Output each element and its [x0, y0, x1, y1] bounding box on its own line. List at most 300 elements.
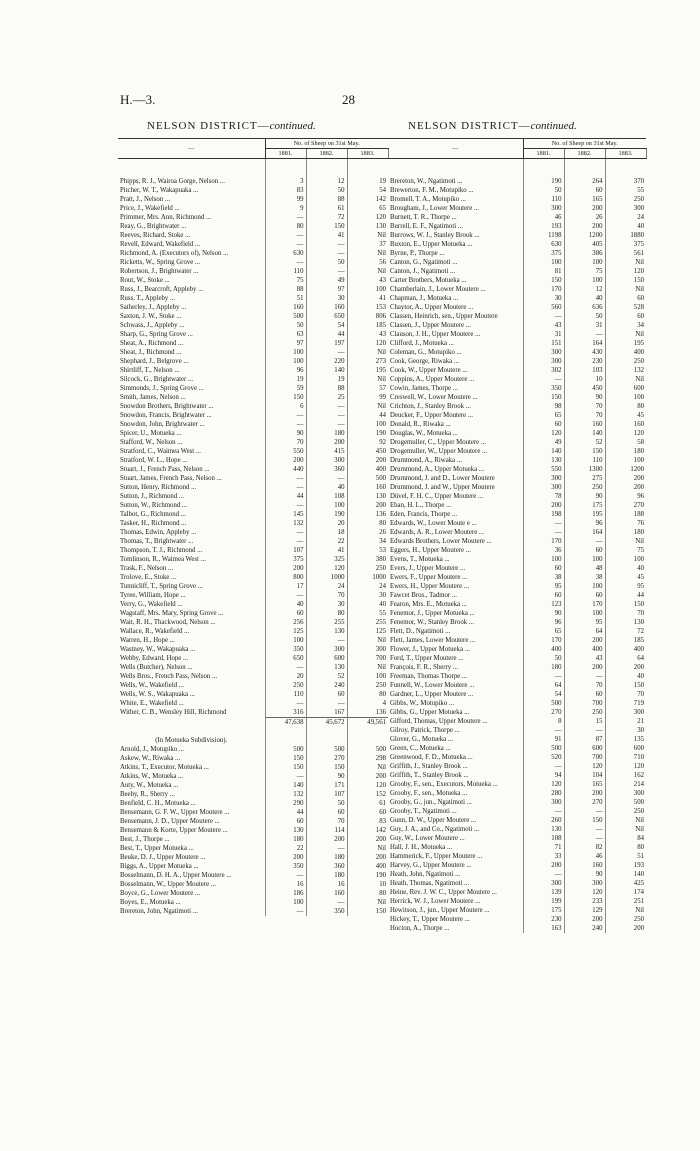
- owner-cell: Wells Bros., French Pass, Nelson ...: [120, 673, 218, 680]
- sheep-count-cell: 50: [306, 258, 347, 267]
- sheep-count-cell: 10: [347, 880, 388, 889]
- owner-cell: Flower, J., Upper Motueka ...: [390, 646, 470, 653]
- sheep-count-cell: 250: [347, 681, 388, 690]
- sheep-count-cell: —: [265, 591, 306, 600]
- sheep-count-cell: 193: [605, 861, 646, 870]
- table-row: [388, 870, 646, 879]
- sheep-count-cell: 160: [564, 420, 605, 429]
- sheep-count-cell: 300: [306, 645, 347, 654]
- sheep-count-cell: 103: [564, 366, 605, 375]
- sheep-count-cell: 40: [605, 222, 646, 231]
- sheep-count-cell: 163: [523, 924, 564, 933]
- table-row: [388, 924, 646, 933]
- sheep-count-cell: 20: [265, 672, 306, 681]
- owner-cell: Snowdon, Francis, Brightwater ...: [120, 412, 212, 419]
- owner-cell: Arnold, J., Motupiko ...: [120, 746, 185, 753]
- owner-cell: Snowdon Brothers, Brightwater ...: [120, 403, 214, 410]
- sheep-count-cell: 185: [605, 636, 646, 645]
- sheep-count-cell: 52: [306, 672, 347, 681]
- owner-cell: Shirtliff, T., Nelson ...: [120, 367, 180, 374]
- sheep-count-cell: Nil: [605, 330, 646, 339]
- owner-cell: Satherley, J., Appleby ...: [120, 304, 187, 311]
- sheep-count-cell: —: [265, 537, 306, 546]
- table-row: [118, 447, 388, 456]
- table-row: [118, 492, 388, 501]
- sheep-count-cell: 40: [306, 483, 347, 492]
- sheep-count-cell: 120: [347, 213, 388, 222]
- sheep-count-cell: —: [306, 699, 347, 708]
- sheep-count-cell: 325: [306, 555, 347, 564]
- owner-cell: Atkins, T., Executor, Motueka ...: [120, 764, 209, 771]
- table-row: [388, 654, 646, 663]
- sheep-count-cell: 107: [306, 790, 347, 799]
- sheep-count-cell: 52: [564, 438, 605, 447]
- sheep-count-cell: 140: [605, 870, 646, 879]
- sheep-count-cell: 250: [564, 708, 605, 717]
- sheep-count-cell: 33: [523, 852, 564, 861]
- sheep-count-cell: 50: [523, 654, 564, 663]
- sheep-count-cell: —: [265, 907, 306, 916]
- sheep-count-cell: 50: [564, 312, 605, 321]
- table-row: [118, 745, 388, 754]
- sheep-count-cell: 41: [347, 294, 388, 303]
- sheep-count-cell: 16: [306, 880, 347, 889]
- sheep-count-cell: 100: [564, 609, 605, 618]
- table-row: [118, 348, 388, 357]
- total-cell: 45,672: [306, 718, 347, 728]
- sheep-count-cell: 80: [306, 609, 347, 618]
- spacer-row: [118, 159, 388, 169]
- owner-cell: Bosselmann, D. H. A., Upper Moutere ...: [120, 872, 232, 879]
- table-row: [118, 681, 388, 690]
- table-row: [388, 195, 646, 204]
- owner-cell: Ewers, H., Upper Moutere ...: [390, 583, 469, 590]
- table-row: [118, 654, 388, 663]
- sheep-count-cell: 125: [265, 627, 306, 636]
- sheep-count-cell: 175: [523, 906, 564, 915]
- sheep-count-cell: 64: [605, 654, 646, 663]
- owner-cell: Sutton, J., Richmond ...: [120, 493, 185, 500]
- sheep-count-cell: 84: [605, 834, 646, 843]
- sheep-count-cell: 60: [523, 564, 564, 573]
- sheep-count-cell: 70: [306, 817, 347, 826]
- sheep-count-cell: 21: [605, 717, 646, 726]
- sheep-count-cell: 61: [347, 799, 388, 808]
- table-row: [118, 186, 388, 195]
- owner-cell: Edwards, W., Lower Moute e ...: [390, 520, 477, 527]
- sheep-count-cell: 160: [306, 303, 347, 312]
- sheep-count-cell: —: [265, 483, 306, 492]
- table-row: [118, 907, 388, 916]
- table-row: [118, 600, 388, 609]
- sheep-count-cell: 51: [605, 852, 646, 861]
- sheep-count-cell: 214: [605, 780, 646, 789]
- table-row: [118, 267, 388, 276]
- sheep-count-cell: 230: [523, 915, 564, 924]
- sheep-count-cell: 100: [265, 357, 306, 366]
- sheep-count-cell: 500: [605, 798, 646, 807]
- sheep-count-cell: 270: [523, 708, 564, 717]
- sheep-count-cell: 200: [523, 501, 564, 510]
- sheep-count-cell: 91: [523, 735, 564, 744]
- sheep-count-cell: 30: [306, 600, 347, 609]
- sheep-count-cell: 80: [347, 889, 388, 898]
- sheep-count-cell: 175: [564, 501, 605, 510]
- sheep-count-cell: 96: [605, 492, 646, 501]
- sheep-count-cell: 60: [564, 690, 605, 699]
- owner-cell: Douglas, W., Motueka ...: [390, 430, 458, 437]
- table-row: [388, 177, 646, 186]
- owner-cell: Wagstaff, Mrs. Mary, Spring Grove ...: [120, 610, 224, 617]
- sheep-count-cell: 180: [306, 429, 347, 438]
- sheep-count-cell: 195: [564, 510, 605, 519]
- table-row: [118, 474, 388, 483]
- sheep-count-cell: Nil: [347, 636, 388, 645]
- owner-cell: Gunn, D. W., Upper Moutere ...: [390, 817, 477, 824]
- table-row: [118, 844, 388, 853]
- sheep-count-cell: 151: [523, 339, 564, 348]
- sheep-count-cell: 82: [564, 843, 605, 852]
- sheep-count-cell: Nil: [605, 375, 646, 384]
- sheep-count-cell: 560: [523, 303, 564, 312]
- table-row: [388, 393, 646, 402]
- sheep-count-cell: 99: [347, 393, 388, 402]
- table-row: [388, 519, 646, 528]
- sheep-count-cell: 50: [523, 186, 564, 195]
- table-row: [388, 807, 646, 816]
- sheep-count-cell: 160: [265, 303, 306, 312]
- sheep-count-cell: 250: [564, 483, 605, 492]
- sheep-count-cell: 360: [306, 465, 347, 474]
- sheep-count-cell: 100: [564, 555, 605, 564]
- sheep-count-cell: —: [523, 519, 564, 528]
- sheep-count-cell: 75: [265, 276, 306, 285]
- sheep-count-cell: 600: [605, 744, 646, 753]
- sheep-count-cell: 22: [265, 844, 306, 853]
- table-row: [388, 609, 646, 618]
- owner-cell: Ricketts, W., Spring Grove ...: [120, 259, 201, 266]
- table-row: [388, 537, 646, 546]
- sheep-count-cell: 160: [564, 861, 605, 870]
- table-row: [118, 312, 388, 321]
- sheep-count-cell: 150: [265, 754, 306, 763]
- sheep-count-cell: 164: [564, 528, 605, 537]
- sheep-count-cell: Nil: [605, 825, 646, 834]
- owner-cell: Burnett, T. R., Thorpe ...: [390, 214, 457, 221]
- table-row: [118, 808, 388, 817]
- table-row: [388, 429, 646, 438]
- table-row: [118, 420, 388, 429]
- sheep-count-cell: 350: [523, 384, 564, 393]
- owner-cell: Rout, W., Stoke ...: [120, 277, 170, 284]
- table-row: [118, 754, 388, 763]
- owner-cell: Drummond, J. and W., Upper Moutere: [390, 484, 495, 491]
- sheep-count-cell: 630: [265, 249, 306, 258]
- owner-cell: Wells (Butcher), Nelson ...: [120, 664, 193, 671]
- sheep-count-cell: 3: [265, 177, 306, 186]
- owner-cell: Drummond, J. and D., Lower Moutere: [390, 475, 495, 482]
- sheep-count-cell: 50: [265, 321, 306, 330]
- owner-cell: Burrell, E. F., Ngatimoti ...: [390, 223, 463, 230]
- sheep-count-cell: —: [265, 213, 306, 222]
- sheep-count-cell: 120: [347, 781, 388, 790]
- sheep-count-cell: 110: [523, 195, 564, 204]
- sheep-count-cell: Nil: [605, 906, 646, 915]
- table-row: [388, 375, 646, 384]
- sheep-count-cell: 80: [605, 843, 646, 852]
- sheep-count-cell: 65: [523, 627, 564, 636]
- sheep-count-cell: 22: [306, 537, 347, 546]
- owner-cell: Price, J., Wakefield ...: [120, 205, 180, 212]
- owner-cell: Düvel, F. H. C., Upper Moutere ...: [390, 493, 484, 500]
- owner-cell: Auty, W., Motueka ...: [120, 782, 179, 789]
- sheep-count-cell: 80: [347, 519, 388, 528]
- table-row: [118, 501, 388, 510]
- owner-cell: Hewitson, J., jun., Upper Moutere ...: [390, 907, 490, 914]
- sheep-count-cell: 636: [564, 303, 605, 312]
- sheep-count-cell: 90: [564, 870, 605, 879]
- owner-cell: Canton, G., Ngatimoti ...: [390, 259, 458, 266]
- sheep-count-cell: Nil: [347, 375, 388, 384]
- sheep-count-cell: 20: [306, 519, 347, 528]
- sheep-count-cell: 380: [347, 555, 388, 564]
- table-row: [388, 483, 646, 492]
- sheep-count-cell: 61: [306, 204, 347, 213]
- table-row: [118, 763, 388, 772]
- sheep-count-cell: 132: [265, 519, 306, 528]
- sheep-count-cell: 500: [265, 312, 306, 321]
- table-row: [388, 276, 646, 285]
- sheep-count-cell: 251: [605, 897, 646, 906]
- table-row: [388, 816, 646, 825]
- owner-cell: Hall, J. H., Motueka ...: [390, 844, 453, 851]
- sheep-count-cell: 200: [265, 564, 306, 573]
- table-row: [118, 591, 388, 600]
- sheep-count-cell: 200: [564, 915, 605, 924]
- sheep-count-cell: 130: [523, 456, 564, 465]
- sheep-count-cell: 107: [265, 546, 306, 555]
- sheep-count-cell: 152: [347, 790, 388, 799]
- owner-cell: Edwards, A. R., Lower Moutere ...: [390, 529, 485, 536]
- owner-cell: Stuart, J., French Pass, Nelson ...: [120, 466, 210, 473]
- sheep-count-cell: 43: [523, 321, 564, 330]
- owner-cell: Edwards Brothers, Lower Moutere ...: [390, 538, 492, 545]
- sheep-count-cell: 316: [265, 708, 306, 718]
- sheep-count-cell: —: [564, 330, 605, 339]
- sheep-count-cell: 198: [523, 510, 564, 519]
- owner-cell: Brereton, W., Ngatimoti ...: [390, 178, 463, 185]
- sheep-count-cell: 123: [523, 600, 564, 609]
- sheep-count-cell: 370: [605, 177, 646, 186]
- sheep-count-cell: 1000: [347, 573, 388, 582]
- sheep-count-cell: 53: [347, 546, 388, 555]
- sheep-count-cell: 30: [306, 294, 347, 303]
- table-row: [118, 880, 388, 889]
- sheep-count-cell: Nil: [347, 348, 388, 357]
- sheep-count-cell: 40: [265, 600, 306, 609]
- sheep-count-cell: 300: [523, 474, 564, 483]
- owner-cell: Cook, George, Riwaka ...: [390, 358, 459, 365]
- sheep-count-cell: 56: [347, 258, 388, 267]
- sheep-count-cell: 60: [306, 690, 347, 699]
- table-row: [388, 852, 646, 861]
- owner-cell: Thomas, Edwin, Appleby ...: [120, 529, 197, 536]
- sheep-count-cell: 139: [523, 888, 564, 897]
- owner-cell: Freeman, Thomas Thorpe ...: [390, 673, 467, 680]
- sheep-count-cell: 300: [347, 645, 388, 654]
- sheep-count-cell: 190: [306, 510, 347, 519]
- sheep-count-cell: 26: [347, 528, 388, 537]
- sheep-count-cell: 120: [605, 267, 646, 276]
- sheep-count-cell: 100: [605, 456, 646, 465]
- sheep-count-cell: 60: [523, 591, 564, 600]
- sheep-count-cell: 65: [523, 411, 564, 420]
- owner-cell: Hocton, A., Thorpe ...: [390, 925, 450, 932]
- owner-cell: Verry, G., Wakefield ...: [120, 601, 183, 608]
- sheep-count-cell: 70: [564, 402, 605, 411]
- sheep-count-cell: 25: [306, 393, 347, 402]
- owner-cell: Stratford, C., Waimea West ...: [120, 448, 201, 455]
- table-row: [388, 834, 646, 843]
- sheep-count-cell: 250: [605, 915, 646, 924]
- owner-cell: Wastney, W., Wakapuaka ...: [120, 646, 196, 653]
- sheep-count-cell: —: [265, 240, 306, 249]
- sheep-count-cell: 167: [306, 708, 347, 718]
- sheep-count-cell: —: [265, 871, 306, 880]
- sheep-count-cell: 80: [605, 402, 646, 411]
- sheep-count-cell: 136: [347, 510, 388, 519]
- sheep-count-cell: 300: [306, 456, 347, 465]
- owner-cell: Atkins, W., Motueka ...: [120, 773, 184, 780]
- sheep-count-cell: 100: [306, 501, 347, 510]
- table-row: [388, 312, 646, 321]
- spacer-row: [118, 168, 388, 177]
- sheep-count-cell: 180: [605, 447, 646, 456]
- sheep-count-cell: 31: [564, 321, 605, 330]
- spacer-row: [388, 159, 646, 169]
- sheep-count-cell: 561: [605, 249, 646, 258]
- sheep-count-cell: 40: [605, 672, 646, 681]
- sheep-count-cell: 95: [523, 582, 564, 591]
- owner-cell: Gibbs, G., Upper Motueka ...: [390, 709, 470, 716]
- table-row: [118, 285, 388, 294]
- table-row: [388, 627, 646, 636]
- sheep-count-cell: 49: [523, 438, 564, 447]
- year-header: 1882.: [564, 149, 605, 159]
- table-row: [118, 799, 388, 808]
- sheep-count-cell: Nil: [347, 844, 388, 853]
- owner-cell: Fenemor, W., Stanley Brook ...: [390, 619, 474, 626]
- table-row: [388, 591, 646, 600]
- sheep-count-cell: —: [306, 474, 347, 483]
- table-row: [388, 294, 646, 303]
- sheep-count-cell: 97: [306, 285, 347, 294]
- sheep-count-header: No. of Sheep on 31st May.: [523, 139, 646, 149]
- table-row: [118, 645, 388, 654]
- sheep-count-cell: 250: [265, 681, 306, 690]
- sheep-count-cell: 200: [306, 438, 347, 447]
- sheep-count-cell: 270: [306, 754, 347, 763]
- owner-cell: Thomas, T., Brightwater ...: [120, 538, 194, 545]
- sheep-count-cell: 90: [306, 772, 347, 781]
- sheep-count-cell: 45: [605, 573, 646, 582]
- sheep-count-cell: 650: [306, 312, 347, 321]
- sheep-count-cell: 83: [347, 817, 388, 826]
- sheep-count-cell: 528: [605, 303, 646, 312]
- sheep-count-cell: Nil: [605, 816, 646, 825]
- owner-cell: Cowin, James, Thorpe ...: [390, 385, 458, 392]
- table-row: [118, 627, 388, 636]
- sheep-count-cell: 100: [347, 285, 388, 294]
- table-row: [118, 835, 388, 844]
- sheep-count-cell: 300: [523, 348, 564, 357]
- sheep-count-cell: —: [564, 726, 605, 735]
- year-header: 1883.: [605, 149, 646, 159]
- sheep-count-cell: 130: [523, 825, 564, 834]
- sheep-count-cell: 260: [523, 816, 564, 825]
- sheep-count-cell: 125: [347, 627, 388, 636]
- sheep-count-cell: 600: [306, 654, 347, 663]
- owner-cell: Drogemuller, W., Upper Moutere ...: [390, 448, 488, 455]
- table-row: [118, 817, 388, 826]
- owner-cell: Gifford, Thomas, Upper Moutere ...: [390, 718, 488, 725]
- sheep-count-cell: 170: [523, 636, 564, 645]
- owner-cell: Carter Brothers, Motueka ...: [390, 277, 467, 284]
- sheep-count-cell: 375: [605, 240, 646, 249]
- sheep-count-cell: —: [306, 348, 347, 357]
- sheep-count-cell: 160: [605, 420, 646, 429]
- owner-cell: Brereton, John, Ngatimoti ...: [120, 908, 198, 915]
- sheep-count-cell: 300: [564, 879, 605, 888]
- sheep-count-cell: 174: [605, 888, 646, 897]
- sheep-count-cell: 550: [265, 447, 306, 456]
- sheep-count-cell: 72: [306, 213, 347, 222]
- sheep-count-cell: 1300: [564, 465, 605, 474]
- owner-cell: Wither, C. B., Wensley Hill, Richmond: [120, 709, 227, 717]
- sheep-count-cell: 165: [564, 780, 605, 789]
- sheep-count-cell: 72: [605, 627, 646, 636]
- sheep-count-cell: 70: [564, 411, 605, 420]
- sheep-count-cell: 255: [347, 618, 388, 627]
- sheep-count-cell: 195: [347, 366, 388, 375]
- sheep-count-cell: —: [523, 726, 564, 735]
- table-row: [388, 780, 646, 789]
- sheep-count-cell: 59: [265, 384, 306, 393]
- owner-cell: Clifford, J., Motueka ...: [390, 340, 454, 347]
- sheep-count-cell: 108: [306, 492, 347, 501]
- totals-row: [118, 718, 388, 728]
- sheep-count-cell: 250: [347, 564, 388, 573]
- sheep-count-cell: 200: [605, 483, 646, 492]
- table-row: [388, 915, 646, 924]
- owner-cell: Warren, H., Hope ...: [120, 637, 175, 644]
- sheep-count-cell: 1880: [605, 231, 646, 240]
- owner-cell: Eggers, H., Upper Moutere ...: [390, 547, 471, 554]
- sheep-count-cell: 130: [265, 826, 306, 835]
- sheep-count-cell: 96: [265, 366, 306, 375]
- owner-cell: Wells, W. S., Wakapuaka ...: [120, 691, 195, 698]
- sheep-count-cell: 270: [605, 501, 646, 510]
- owner-cell: Schwass, J., Appleby ...: [120, 322, 185, 329]
- sheep-count-cell: 90: [564, 393, 605, 402]
- sheep-count-cell: 100: [564, 582, 605, 591]
- owner-cell: Thompson, T. J., Richmond ...: [120, 547, 203, 554]
- sheep-count-cell: 55: [605, 186, 646, 195]
- owner-cell: Stuart, James, French Pass, Nelson ...: [120, 475, 222, 482]
- sheep-count-cell: 17: [265, 582, 306, 591]
- sheep-count-cell: 24: [605, 213, 646, 222]
- owner-cell: Reeves, Richard, Stoke ...: [120, 232, 191, 239]
